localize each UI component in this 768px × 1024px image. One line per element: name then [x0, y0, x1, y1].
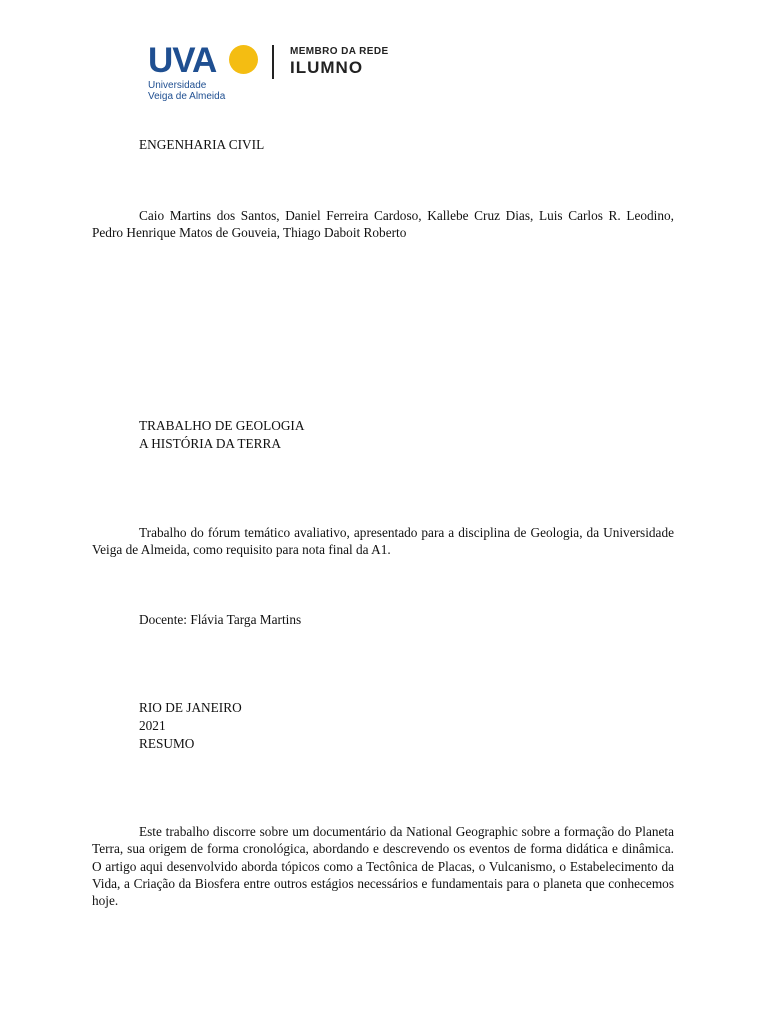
teacher-name: Docente: Flávia Targa Martins [139, 612, 302, 627]
abstract-text: Este trabalho discorre sobre um documentário da National Geographic sobre a formação do Planeta Terra, sua origem de forma cronológica, abordando e descrevendo os eventos de forma didática e dinâmica. O artigo aqui desenvolvido aborda tópicos como a Tectônica de Placas, o Vulcanismo, o Estabelecimento da Vida, a Criação da Biosfera entre outros estágios necessários e fundamentais para o planeta que conhecemos hoje. [92, 824, 674, 909]
university-logo [146, 42, 406, 104]
logo-university-line2: Veiga de Almeida [148, 91, 226, 102]
title-line2: A HISTÓRIA DA TERRA [139, 436, 281, 451]
work-description: Trabalho do fórum temático avaliativo, apresentado para a disciplina de Geologia, da Universidade Veiga de Almeida, como requisito para nota final da A1. [92, 525, 674, 558]
logo-network-name: ILUMNO [290, 58, 364, 77]
logo-university-line1: Universidade [148, 80, 207, 91]
logo-university-name [148, 80, 225, 102]
city: RIO DE JANEIRO [139, 700, 242, 715]
logo-uva-text: UVA [148, 41, 217, 80]
abstract-heading: RESUMO [139, 736, 195, 751]
authors-list: Caio Martins dos Santos, Daniel Ferreira Cardoso, Kallebe Cruz Dias, Luis Carlos R. Leodino, Pedro Henrique Matos de Gouveia, Thiago Daboit Roberto [92, 208, 674, 241]
logo-network-label: MEMBRO DA REDE [290, 46, 389, 57]
logo-divider [272, 45, 274, 79]
logo-sun-icon [229, 45, 258, 74]
title-line1: TRABALHO DE GEOLOGIA [139, 418, 305, 433]
year: 2021 [139, 718, 166, 733]
course-name: ENGENHARIA CIVIL [139, 137, 265, 152]
